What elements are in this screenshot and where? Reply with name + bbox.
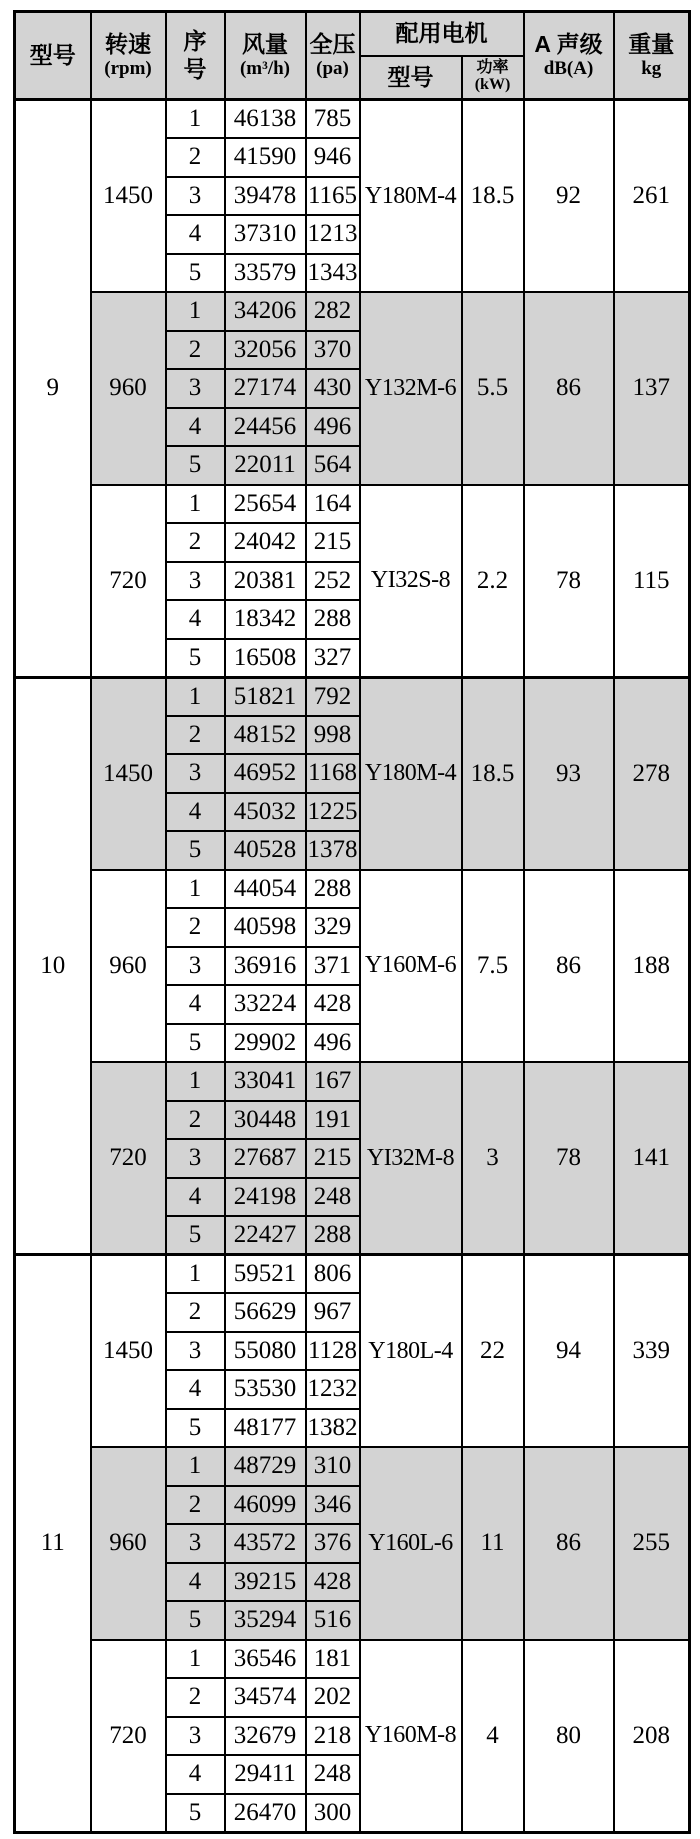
table-row	[15, 1640, 690, 1679]
seq-cell: 5	[166, 254, 225, 293]
pressure-cell: 496	[306, 1024, 360, 1063]
weight-cell: 208	[614, 1640, 690, 1833]
seq-cell: 2	[166, 908, 225, 947]
seq-cell: 1	[166, 1447, 225, 1486]
header-speed-line1: 转速	[105, 31, 151, 58]
seq-cell: 5	[166, 1024, 225, 1063]
header-motor-power-line2: (kW)	[474, 76, 511, 94]
pressure-cell: 496	[306, 408, 360, 447]
pressure-cell: 282	[306, 292, 360, 331]
pressure-cell: 329	[306, 908, 360, 947]
noise-cell: 93	[524, 677, 614, 870]
header-model	[15, 12, 91, 100]
motor-power-cell: 18.5	[462, 100, 524, 293]
seq-cell: 2	[166, 138, 225, 177]
seq-cell: 1	[166, 870, 225, 909]
pressure-cell: 248	[306, 1755, 360, 1794]
seq-cell: 4	[166, 1563, 225, 1602]
pressure-cell: 1168	[306, 754, 360, 793]
seq-cell: 5	[166, 639, 225, 678]
motor-power-cell: 11	[462, 1447, 524, 1640]
airflow-cell: 29902	[225, 1024, 306, 1063]
weight-cell: 261	[614, 100, 690, 293]
seq-cell: 1	[166, 1255, 225, 1294]
pressure-cell: 806	[306, 1255, 360, 1294]
seq-cell: 4	[166, 985, 225, 1024]
seq-cell: 2	[166, 331, 225, 370]
seq-cell: 3	[166, 1717, 225, 1756]
speed-cell: 720	[91, 485, 166, 678]
airflow-cell: 34574	[225, 1678, 306, 1717]
airflow-cell: 46138	[225, 100, 306, 139]
airflow-cell: 34206	[225, 292, 306, 331]
seq-cell: 5	[166, 1409, 225, 1448]
airflow-cell: 32056	[225, 331, 306, 370]
airflow-cell: 36546	[225, 1640, 306, 1679]
pressure-cell: 371	[306, 947, 360, 986]
pressure-cell: 998	[306, 716, 360, 755]
airflow-cell: 24456	[225, 408, 306, 447]
seq-cell: 3	[166, 754, 225, 793]
seq-cell: 2	[166, 716, 225, 755]
seq-cell: 3	[166, 369, 225, 408]
seq-cell: 1	[166, 485, 225, 524]
pressure-cell: 191	[306, 1101, 360, 1140]
table-row	[15, 870, 690, 909]
noise-cell: 80	[524, 1640, 614, 1833]
airflow-cell: 37310	[225, 215, 306, 254]
seq-cell: 4	[166, 1370, 225, 1409]
pressure-cell: 1165	[306, 177, 360, 216]
pressure-cell: 310	[306, 1447, 360, 1486]
header-airflow	[225, 12, 306, 100]
seq-cell: 2	[166, 1678, 225, 1717]
seq-cell: 1	[166, 292, 225, 331]
airflow-cell: 33224	[225, 985, 306, 1024]
seq-cell: 3	[166, 562, 225, 601]
noise-cell: 78	[524, 485, 614, 678]
airflow-cell: 18342	[225, 600, 306, 639]
seq-cell: 3	[166, 177, 225, 216]
fan-spec-table	[13, 10, 691, 1834]
seq-cell: 5	[166, 1601, 225, 1640]
seq-cell: 1	[166, 1062, 225, 1101]
motor-power-cell: 7.5	[462, 870, 524, 1063]
airflow-cell: 41590	[225, 138, 306, 177]
pressure-cell: 181	[306, 1640, 360, 1679]
pressure-cell: 1225	[306, 793, 360, 832]
seq-cell: 5	[166, 446, 225, 485]
seq-cell: 1	[166, 677, 225, 716]
motor-power-cell: 2.2	[462, 485, 524, 678]
airflow-cell: 26470	[225, 1794, 306, 1833]
header-airflow-line1: 风量	[242, 31, 288, 58]
airflow-cell: 56629	[225, 1293, 306, 1332]
airflow-cell: 44054	[225, 870, 306, 909]
pressure-cell: 346	[306, 1486, 360, 1525]
pressure-cell: 516	[306, 1601, 360, 1640]
pressure-cell: 428	[306, 1563, 360, 1602]
seq-cell: 4	[166, 793, 225, 832]
seq-cell: 2	[166, 523, 225, 562]
airflow-cell: 39478	[225, 177, 306, 216]
motor-model-cell: Y180L-4	[360, 1255, 462, 1448]
motor-model-cell: Y180M-4	[360, 677, 462, 870]
airflow-cell: 40528	[225, 831, 306, 870]
airflow-cell: 46099	[225, 1486, 306, 1525]
pressure-cell: 1343	[306, 254, 360, 293]
airflow-cell: 16508	[225, 639, 306, 678]
pressure-cell: 370	[306, 331, 360, 370]
header-speed	[91, 12, 166, 100]
airflow-cell: 22011	[225, 446, 306, 485]
noise-cell: 78	[524, 1062, 614, 1255]
weight-cell: 278	[614, 677, 690, 870]
pressure-cell: 1128	[306, 1332, 360, 1371]
airflow-cell: 48177	[225, 1409, 306, 1448]
pressure-cell: 428	[306, 985, 360, 1024]
pressure-cell: 1213	[306, 215, 360, 254]
airflow-cell: 24042	[225, 523, 306, 562]
pressure-cell: 1378	[306, 831, 360, 870]
pressure-cell: 218	[306, 1717, 360, 1756]
table-header	[15, 12, 690, 100]
weight-cell: 137	[614, 292, 690, 485]
motor-model-cell: Y132M-6	[360, 292, 462, 485]
pressure-cell: 792	[306, 677, 360, 716]
pressure-cell: 167	[306, 1062, 360, 1101]
speed-cell: 1450	[91, 677, 166, 870]
pressure-cell: 376	[306, 1524, 360, 1563]
motor-power-cell: 18.5	[462, 677, 524, 870]
table-row	[15, 100, 690, 139]
airflow-cell: 27174	[225, 369, 306, 408]
noise-cell: 86	[524, 870, 614, 1063]
motor-power-cell: 3	[462, 1062, 524, 1255]
airflow-cell: 22427	[225, 1216, 306, 1255]
weight-cell: 255	[614, 1447, 690, 1640]
airflow-cell: 40598	[225, 908, 306, 947]
header-noise-line2: dB(A)	[543, 58, 594, 80]
airflow-cell: 51821	[225, 677, 306, 716]
pressure-cell: 215	[306, 523, 360, 562]
pressure-cell: 430	[306, 369, 360, 408]
seq-cell: 2	[166, 1293, 225, 1332]
airflow-cell: 46952	[225, 754, 306, 793]
airflow-cell: 55080	[225, 1332, 306, 1371]
header-motor-group	[360, 12, 524, 56]
speed-cell: 960	[91, 870, 166, 1063]
header-pressure-line1: 全压	[309, 31, 356, 58]
pressure-cell: 946	[306, 138, 360, 177]
weight-cell: 188	[614, 870, 690, 1063]
model-cell: 11	[15, 1255, 91, 1833]
seq-cell: 4	[166, 215, 225, 254]
motor-power-cell: 5.5	[462, 292, 524, 485]
seq-cell: 4	[166, 600, 225, 639]
model-cell: 10	[15, 677, 91, 1255]
motor-power-cell: 4	[462, 1640, 524, 1833]
pressure-cell: 564	[306, 446, 360, 485]
airflow-cell: 48729	[225, 1447, 306, 1486]
pressure-cell: 164	[306, 485, 360, 524]
seq-cell: 4	[166, 1755, 225, 1794]
seq-cell: 3	[166, 1332, 225, 1371]
airflow-cell: 29411	[225, 1755, 306, 1794]
header-motor-group-label: 配用电机	[395, 20, 488, 47]
header-speed-line2: (rpm)	[104, 58, 152, 80]
airflow-cell: 30448	[225, 1101, 306, 1140]
pressure-cell: 215	[306, 1139, 360, 1178]
speed-cell: 1450	[91, 1255, 166, 1448]
seq-cell: 3	[166, 947, 225, 986]
pressure-cell: 288	[306, 600, 360, 639]
pressure-cell: 252	[306, 562, 360, 601]
header-pressure	[306, 12, 360, 100]
header-weight	[614, 12, 690, 100]
header-pressure-line2: (pa)	[316, 58, 349, 80]
seq-cell: 5	[166, 831, 225, 870]
airflow-cell: 35294	[225, 1601, 306, 1640]
weight-cell: 339	[614, 1255, 690, 1448]
header-airflow-line2: (m³/h)	[239, 58, 291, 80]
pressure-cell: 327	[306, 639, 360, 678]
motor-power-cell: 22	[462, 1255, 524, 1448]
speed-cell: 720	[91, 1640, 166, 1833]
header-weight-line2: kg	[641, 58, 662, 80]
table-body	[15, 100, 690, 1833]
speed-cell: 960	[91, 1447, 166, 1640]
header-motor-model-label: 型号	[387, 63, 434, 90]
weight-cell: 141	[614, 1062, 690, 1255]
airflow-cell: 36916	[225, 947, 306, 986]
airflow-cell: 45032	[225, 793, 306, 832]
header-weight-line1: 重量	[628, 31, 675, 58]
seq-cell: 2	[166, 1101, 225, 1140]
table-row	[15, 677, 690, 716]
airflow-cell: 48152	[225, 716, 306, 755]
table-row	[15, 1062, 690, 1101]
seq-cell: 5	[166, 1794, 225, 1833]
header-motor-power-line1: 功率	[476, 59, 509, 77]
speed-cell: 1450	[91, 100, 166, 293]
motor-model-cell: Y160M-8	[360, 1640, 462, 1833]
pressure-cell: 248	[306, 1178, 360, 1217]
noise-cell: 86	[524, 292, 614, 485]
pressure-cell: 967	[306, 1293, 360, 1332]
pressure-cell: 1232	[306, 1370, 360, 1409]
header-seq-line2: 号	[183, 55, 207, 82]
header-motor-power	[462, 56, 524, 100]
noise-cell: 86	[524, 1447, 614, 1640]
pressure-cell: 202	[306, 1678, 360, 1717]
pressure-cell: 785	[306, 100, 360, 139]
header-noise	[524, 12, 614, 100]
motor-model-cell: Y160L-6	[360, 1447, 462, 1640]
header-seq-line1: 序	[183, 28, 207, 55]
seq-cell: 1	[166, 100, 225, 139]
airflow-cell: 27687	[225, 1139, 306, 1178]
header-row-1	[15, 12, 690, 56]
motor-model-cell: YI32S-8	[360, 485, 462, 678]
airflow-cell: 20381	[225, 562, 306, 601]
table-row	[15, 292, 690, 331]
seq-cell: 5	[166, 1216, 225, 1255]
motor-model-cell: Y180M-4	[360, 100, 462, 293]
airflow-cell: 32679	[225, 1717, 306, 1756]
pressure-cell: 1382	[306, 1409, 360, 1448]
airflow-cell: 33579	[225, 254, 306, 293]
motor-model-cell: Y160M-6	[360, 870, 462, 1063]
header-motor-model	[360, 56, 462, 100]
airflow-cell: 24198	[225, 1178, 306, 1217]
seq-cell: 3	[166, 1139, 225, 1178]
header-noise-line1: A 声级	[534, 31, 603, 58]
airflow-cell: 43572	[225, 1524, 306, 1563]
seq-cell: 2	[166, 1486, 225, 1525]
table-row	[15, 1447, 690, 1486]
pressure-cell: 288	[306, 870, 360, 909]
seq-cell: 4	[166, 1178, 225, 1217]
model-cell: 9	[15, 100, 91, 678]
header-model-label: 型号	[29, 41, 76, 68]
airflow-cell: 33041	[225, 1062, 306, 1101]
noise-cell: 94	[524, 1255, 614, 1448]
pressure-cell: 300	[306, 1794, 360, 1833]
motor-model-cell: YI32M-8	[360, 1062, 462, 1255]
pressure-cell: 288	[306, 1216, 360, 1255]
airflow-cell: 39215	[225, 1563, 306, 1602]
airflow-cell: 25654	[225, 485, 306, 524]
seq-cell: 1	[166, 1640, 225, 1679]
header-seq	[166, 12, 225, 100]
table-row	[15, 485, 690, 524]
speed-cell: 720	[91, 1062, 166, 1255]
table-row	[15, 1255, 690, 1294]
noise-cell: 92	[524, 100, 614, 293]
seq-cell: 3	[166, 1524, 225, 1563]
speed-cell: 960	[91, 292, 166, 485]
weight-cell: 115	[614, 485, 690, 678]
airflow-cell: 59521	[225, 1255, 306, 1294]
airflow-cell: 53530	[225, 1370, 306, 1409]
seq-cell: 4	[166, 408, 225, 447]
